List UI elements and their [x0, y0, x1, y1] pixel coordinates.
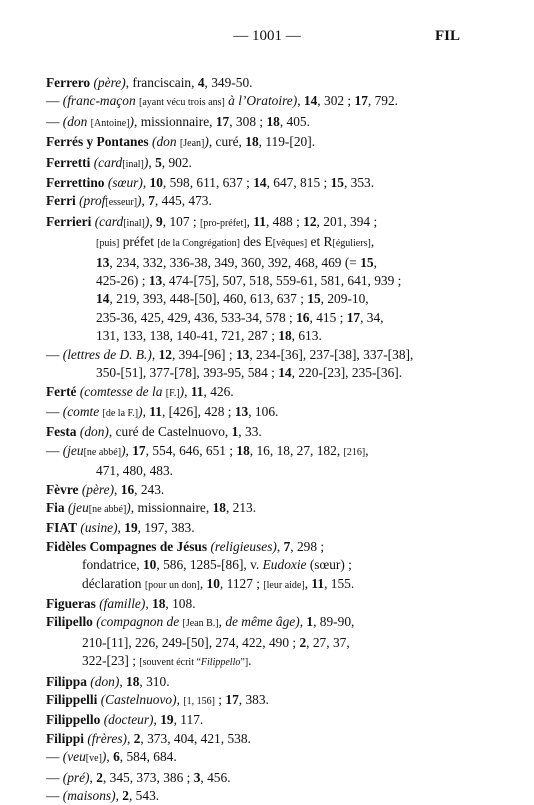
entry-italic-text: (maisons) — [62, 788, 116, 804]
entry-text: 210-[11], 226, 249-[50], 274, 422, 490 ; — [82, 634, 300, 650]
entry-bold-text: 7 — [283, 538, 291, 554]
entry-text: , 383. — [238, 692, 269, 707]
index-entry-line — [46, 691, 466, 711]
entry-italic-text: (famille) — [99, 595, 146, 611]
entry-bold-text: 15 — [307, 291, 321, 307]
entry-italic-text: (lettres de D. B.) — [62, 346, 152, 362]
entry-text: , — [373, 254, 377, 270]
index-entry-continuation — [46, 634, 466, 652]
entry-bold-text: Ferrero — [46, 75, 91, 90]
entry-text: , 106. — [248, 403, 279, 419]
entry-bold-text: Filippello — [46, 712, 101, 728]
entry-text: et R — [307, 234, 333, 250]
entry-bold-text: 3 — [193, 769, 201, 785]
entry-italic-text: (prof — [79, 193, 106, 209]
index-entry-line — [46, 213, 466, 233]
entry-text: , 310. — [139, 673, 170, 689]
entry-italic-text: ) — [144, 213, 150, 229]
entry-bold-text: 1 — [231, 424, 239, 440]
entry-text: , — [142, 403, 150, 419]
entry-text: , 243. — [134, 481, 165, 497]
entry-bold-text: 18 — [236, 442, 250, 458]
entry-text: , 298 ; — [290, 538, 325, 554]
entry-bold-text: 11 — [311, 575, 325, 591]
entry-italic-text: ) — [101, 749, 107, 765]
entry-text: déclaration — [82, 575, 145, 591]
entry-italic-text: ) — [143, 154, 149, 170]
entry-italic-text: (Castelnuovo) — [100, 692, 177, 707]
index-entry-line — [46, 346, 466, 364]
entry-text: — — [46, 769, 63, 785]
entry-text: — — [46, 403, 63, 419]
entry-text: , — [148, 154, 156, 170]
entry-small-text: [pro-préfet] — [199, 217, 247, 229]
entry-bold-text: 4 — [197, 75, 205, 90]
entry-text: , — [115, 788, 123, 804]
entry-text: , — [370, 234, 375, 250]
entry-bold-text: 9 — [156, 213, 163, 229]
entry-bold-text: 5 — [155, 154, 162, 170]
entry-bold-text: 19 — [124, 520, 138, 536]
entry-small-text: [pour un don] — [144, 579, 200, 591]
entry-text: 471, 480, 483. — [96, 463, 173, 479]
entry-text: , — [153, 712, 161, 728]
entry-text: , 1127 ; — [219, 575, 264, 591]
entry-text: , 89-90, — [313, 614, 355, 630]
entry-bold-text: 17 — [225, 692, 239, 707]
entry-text: , 34, — [360, 309, 384, 325]
index-entry-line — [46, 769, 466, 787]
entry-italic-text: , de même âge) — [218, 614, 300, 630]
index-entry-continuation — [46, 364, 466, 382]
index-entry-line — [46, 748, 466, 768]
entry-text: , 219, 393, 448-[50], 460, 613, 637 ; — [109, 291, 308, 307]
entry-text: , 598, 611, 637 ; — [162, 175, 254, 191]
entry-text: (sœur) ; — [306, 557, 352, 573]
entry-bold-text: 17 — [346, 309, 361, 325]
entry-text: préfet — [119, 234, 158, 250]
entry-bold-text: 16 — [296, 309, 310, 325]
entry-text: , — [176, 692, 184, 707]
entry-text: , 902. — [161, 154, 192, 170]
entry-text: , — [119, 673, 127, 689]
index-entry-line — [46, 174, 466, 192]
index-entry-line — [46, 113, 466, 133]
entry-text: , 201, 394 ; — [316, 213, 378, 229]
entry-bold-text: Figueras — [46, 595, 96, 611]
entry-text: , — [149, 213, 157, 229]
entry-text: , 405. — [279, 113, 310, 129]
page-header — [0, 28, 534, 48]
entry-bold-text: 2 — [96, 769, 103, 785]
entry-italic-text: (jeu — [67, 499, 89, 515]
entry-text: , — [304, 575, 312, 591]
entry-small-text: [F.] — [165, 387, 180, 399]
entry-italic-text: à l’Oratoire) — [224, 93, 298, 109]
entry-small-text: [esseur] — [105, 197, 138, 209]
index-entry-continuation — [46, 290, 466, 308]
index-entry-continuation — [46, 254, 466, 272]
entry-text: , 554, 646, 651 ; — [145, 442, 237, 458]
entry-italic-text: (compagnon de — [96, 614, 183, 630]
entry-italic-text: (usine) — [80, 520, 118, 536]
entry-bold-text: Ferri — [46, 193, 76, 209]
entry-italic-text: (card — [94, 213, 124, 229]
entry-bold-text: Fèvre — [46, 481, 79, 497]
entry-bold-text: 17 — [132, 442, 146, 458]
entry-text: , 415 ; — [309, 309, 347, 325]
entry-italic-text: (religieuses) — [210, 538, 277, 554]
entry-text: , missionnaire, — [130, 499, 213, 515]
entry-text: , 117. — [173, 712, 204, 728]
entry-text: , 209-10, — [320, 291, 369, 307]
entry-bold-text: 10 — [142, 557, 157, 573]
entry-text: , 613. — [291, 328, 322, 344]
entry-text: 425-26) ; — [96, 273, 149, 289]
entry-small-text: [ne abbé] — [83, 446, 122, 458]
entry-text: fondatrice, — [82, 557, 143, 573]
index-entry-line — [46, 192, 466, 212]
entry-italic-text: ) — [126, 499, 131, 515]
entry-bold-text: 2 — [122, 788, 129, 804]
entry-bold-text: Filippa — [46, 673, 87, 689]
entry-bold-text: 18 — [266, 113, 280, 129]
entry-bold-text: 18 — [152, 595, 166, 611]
entry-italic-text: (pré) — [62, 769, 90, 785]
entry-bold-text: 18 — [126, 673, 140, 689]
entry-bold-text: 2 — [133, 730, 141, 746]
entry-text: , — [127, 730, 134, 746]
index-entry-continuation — [46, 462, 466, 480]
entry-bold-text: 14 — [278, 365, 292, 381]
entry-italic-text: (frères) — [87, 730, 127, 746]
running-head: FIL — [434, 28, 460, 44]
index-entries — [46, 74, 466, 805]
entry-bold-text: 15 — [360, 254, 374, 270]
entry-bold-text: Festa — [46, 424, 77, 440]
entry-bold-text: 2 — [299, 634, 307, 650]
entry-small-text: [souvent écrit “ — [139, 657, 201, 669]
entry-text: , — [299, 614, 307, 630]
entry-bold-text: 12 — [303, 213, 317, 229]
entry-text: 235-36, 425, 429, 436, 533-34, 578 ; — [96, 309, 297, 325]
index-entry-line — [46, 613, 466, 633]
entry-text: . — [248, 653, 252, 669]
entry-text: — — [46, 93, 63, 109]
entry-text: , 197, 383. — [137, 520, 195, 536]
entry-text: — — [46, 346, 63, 362]
entry-bold-text: 11 — [149, 403, 162, 419]
entry-text: , — [106, 749, 114, 765]
entry-text: , — [184, 383, 191, 399]
entry-small-text: [Jean B.] — [182, 618, 219, 630]
entry-small-text: [de la Congrégation] — [157, 238, 241, 250]
entry-small-text: [ve] — [85, 753, 102, 765]
entry-italic-text: (don) — [90, 673, 120, 689]
index-entry-continuation — [46, 233, 466, 253]
entry-text: , — [151, 346, 159, 362]
entry-italic-text: Eudoxie — [262, 557, 307, 573]
entry-text: , 349-50. — [204, 75, 253, 90]
entry-italic-text: (jeu — [62, 442, 84, 458]
index-entry-line — [46, 499, 466, 519]
entry-text: , franciscain, — [125, 75, 198, 90]
page-number: — 1001 — — [233, 28, 301, 44]
entry-text: , — [142, 175, 150, 191]
entry-text: — — [46, 113, 63, 129]
entry-italic-text: ) — [204, 134, 209, 150]
entry-bold-text: 13 — [148, 273, 163, 289]
entry-text: — — [46, 788, 63, 804]
entry-italic-text: ) — [129, 113, 135, 129]
entry-small-text: [vêques] — [272, 238, 308, 250]
entry-text: , 426. — [203, 383, 234, 399]
entry-small-text: ”] — [240, 657, 249, 669]
index-entry-continuation — [46, 556, 466, 574]
entry-bold-text: 13 — [235, 346, 250, 362]
entry-text: , 488 ; — [265, 213, 304, 229]
entry-text: , 456. — [200, 769, 231, 785]
entry-bold-text: 13 — [234, 403, 249, 419]
entry-text: , 345, 373, 386 ; — [102, 769, 194, 785]
index-entry-line — [46, 74, 466, 92]
entry-bold-text: Ferrettino — [46, 175, 105, 191]
index-entry-line — [46, 538, 466, 556]
entry-bold-text: 12 — [158, 346, 172, 362]
entry-text: , 445, 473. — [154, 193, 212, 209]
entry-text: 131, 133, 138, 140-41, 721, 287 ; — [96, 328, 279, 344]
index-entry-line — [46, 133, 466, 153]
entry-text: , 213. — [225, 499, 257, 515]
entry-small-text: [éguliers] — [332, 238, 371, 250]
entry-bold-text: Filippelli — [46, 692, 98, 707]
entry-bold-text: 18 — [245, 134, 259, 150]
entry-text: , 353. — [343, 175, 375, 191]
entry-small-italic-text: Filippello — [200, 657, 241, 669]
entry-italic-text: (comtesse de la — [79, 383, 166, 399]
entry-text: , — [114, 481, 121, 497]
entry-small-text: [inal] — [123, 217, 145, 229]
entry-bold-text: 17 — [354, 93, 368, 109]
entry-text: , — [117, 520, 125, 536]
index-entry-line — [46, 519, 466, 537]
entry-italic-text: (comte — [62, 403, 103, 419]
entry-bold-text: 11 — [190, 383, 204, 399]
entry-text: , 308 ; — [229, 113, 267, 129]
index-entry-line — [46, 403, 466, 423]
entry-text: , — [141, 193, 149, 209]
entry-small-text: [Antoine] — [90, 117, 130, 129]
entry-small-text: [ayant vécu trois ans] — [138, 97, 225, 109]
entry-small-text: [leur aide] — [263, 579, 305, 591]
entry-bold-text: 17 — [215, 113, 230, 129]
entry-italic-text: (veu — [62, 749, 86, 765]
entry-text: , — [276, 538, 284, 554]
entry-text: , 394-[96] ; — [171, 346, 236, 362]
entry-text: , — [125, 442, 133, 458]
index-entry-continuation — [46, 575, 466, 595]
entry-italic-text: (sœur) — [107, 175, 143, 191]
entry-italic-text: (card — [93, 154, 123, 170]
entry-text: — — [46, 749, 63, 765]
entry-small-text: [Jean] — [179, 138, 205, 150]
entry-text: , 543. — [128, 788, 160, 804]
entry-small-text: [puis] — [96, 238, 120, 250]
entry-bold-text: Fia — [46, 499, 65, 515]
entry-text: , 302 ; — [317, 93, 355, 109]
entry-italic-text: (père) — [81, 481, 115, 497]
entry-text: — — [46, 442, 63, 458]
entry-bold-text: 14 — [253, 175, 267, 191]
entry-small-text: [1, 156] — [183, 696, 215, 707]
entry-text: , 474-[75], 507, 518, 559-61, 581, 641, 939 ; — [162, 273, 402, 289]
entry-small-text: [de la F.] — [102, 407, 139, 419]
entry-bold-text: 13 — [96, 254, 110, 270]
entry-italic-text: ) — [137, 193, 142, 209]
entry-text: , 220-[23], 235-[36]. — [291, 365, 403, 381]
entry-text: , 584, 684. — [119, 749, 177, 765]
entry-italic-text: (don — [62, 113, 91, 129]
index-entry-line — [46, 442, 466, 462]
entry-text: , 33. — [238, 424, 262, 440]
entry-italic-text: (franc-maçon — [62, 93, 139, 109]
entry-italic-text: (don — [152, 134, 180, 150]
entry-text: , — [246, 213, 254, 229]
index-entry-line — [46, 423, 466, 441]
entry-text: , curé de Castelnuovo, — [108, 424, 232, 440]
index-entry-line — [46, 383, 466, 403]
entry-bold-text: Ferretti — [46, 154, 91, 170]
entry-italic-text: (docteur) — [103, 712, 154, 728]
entry-text: , — [199, 575, 207, 591]
entry-text: , 234-[36], 237-[38], 337-[38], — [249, 346, 414, 362]
entry-bold-text: Filipello — [46, 614, 93, 630]
entry-text: 350-[51], 377-[78], 393-95, 584 ; — [96, 365, 279, 381]
entry-text: , missionnaire, — [134, 113, 216, 129]
entry-text: , 234, 332, 336-38, 349, 360, 392, 468, 469 (= — [109, 254, 361, 270]
entry-bold-text: Ferrieri — [46, 213, 92, 229]
entry-text: des E — [240, 234, 273, 250]
index-entry-line — [46, 92, 466, 112]
entry-bold-text: 11 — [253, 213, 266, 229]
entry-text: , — [365, 442, 369, 458]
entry-bold-text: 15 — [330, 175, 344, 191]
entry-text: 322-[23] ; — [82, 653, 140, 669]
entry-bold-text: 18 — [278, 328, 292, 344]
entry-bold-text: Filippi — [46, 730, 84, 746]
index-entry-line — [46, 711, 466, 729]
entry-text: , 27, 37, — [306, 634, 350, 650]
index-entry-line — [46, 673, 466, 691]
index-entry-line — [46, 481, 466, 499]
entry-bold-text: 14 — [96, 291, 110, 307]
entry-bold-text: 19 — [160, 712, 174, 728]
entry-text: , 647, 815 ; — [266, 175, 331, 191]
entry-text: , curé, — [208, 134, 246, 150]
index-entry-line — [46, 787, 466, 805]
index-entry-continuation — [46, 272, 466, 290]
entry-small-text: [216] — [343, 446, 366, 458]
entry-text: , 119-[20]. — [258, 134, 316, 150]
entry-bold-text: 10 — [206, 575, 220, 591]
entry-italic-text: (père) — [93, 75, 126, 90]
entry-text: , — [145, 595, 153, 611]
entry-small-text: [ne abbé] — [88, 503, 127, 515]
entry-text: , 107 ; — [162, 213, 200, 229]
entry-italic-text: ) — [179, 383, 185, 399]
entry-italic-text: ) — [138, 403, 143, 419]
entry-text: , — [89, 769, 97, 785]
entry-bold-text: Ferté — [46, 383, 77, 399]
index-entry-line — [46, 595, 466, 613]
entry-bold-text: Ferrés y Pontanes — [46, 134, 149, 150]
entry-bold-text: 10 — [149, 175, 163, 191]
entry-bold-text: 6 — [113, 749, 120, 765]
entry-bold-text: 7 — [148, 193, 155, 209]
entry-bold-text: 1 — [306, 614, 314, 630]
entry-text: , 155. — [324, 575, 355, 591]
entry-text: , 792. — [367, 93, 399, 109]
entry-text: , 586, 1285-[86], v. — [156, 557, 263, 573]
entry-text: , 108. — [165, 595, 196, 611]
entry-italic-text: (don) — [79, 424, 109, 440]
entry-italic-text: ) — [121, 442, 126, 458]
entry-text: , [426], 428 ; — [161, 403, 235, 419]
index-entry-continuation — [46, 309, 466, 327]
entry-text: , — [297, 93, 304, 109]
entry-bold-text: Fidèles Compagnes de Jésus — [46, 538, 208, 554]
entry-bold-text: FIAT — [46, 520, 77, 536]
entry-small-text: [inal] — [122, 158, 144, 170]
entry-text: ; — [214, 692, 226, 707]
index-entry-line — [46, 154, 466, 174]
index-entry-continuation — [46, 327, 466, 345]
index-entry-continuation — [46, 652, 466, 672]
entry-text: , 373, 404, 421, 538. — [140, 730, 251, 746]
entry-bold-text: 14 — [303, 93, 318, 109]
entry-bold-text: 18 — [212, 499, 226, 515]
index-entry-line — [46, 730, 466, 748]
entry-text: , 16, 18, 27, 182, — [249, 442, 344, 458]
entry-bold-text: 16 — [120, 481, 135, 497]
